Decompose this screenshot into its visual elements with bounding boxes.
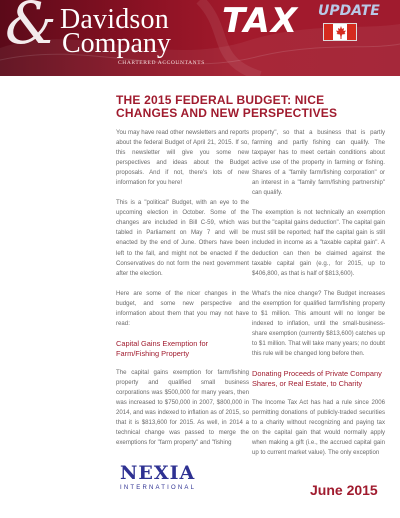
masthead <box>0 0 400 76</box>
firm-name-line2: Company <box>62 28 171 59</box>
paragraph: The exemption is not technically an exemption but the "capital gains deduction". The capital gain must still be reported; half the capital gain is still included in income as a "taxable capital gain". A deduction can then be claimed against the taxable capital gain (e.g., for 2015, up to $406,800, as that is half of $813,600). <box>252 209 385 277</box>
article-column-left <box>116 128 249 458</box>
tax-heading: TAX <box>222 1 299 41</box>
firm-name-line1: Davidson <box>60 4 169 35</box>
paragraph: The capital gains exemption for farm/fishing property and qualified small business corporations was $500,000 for many years, then was increased to $750,000 in 2007, $800,000 in 2014, and was indexed to inflation as of 2015, so that it is $813,600 for 2015. As well, in 2014 a technical change was passed to merge the exemptions for "farm property" and "fishing <box>116 368 249 447</box>
section-heading: Donating Proceeds of Private Company Shares, or Real Estate, to Charity <box>252 368 382 389</box>
nexia-wordmark: NEXIA <box>120 462 196 484</box>
paragraph: Here are some of the nicer changes in the budget, and some new perspective and information about them that you may not have read: <box>116 289 249 327</box>
article-column-right <box>252 128 385 468</box>
section-heading: Capital Gains Exemption for Farm/Fishing Property <box>116 338 209 359</box>
paragraph: property", so that a business that is partly farming and partly fishing can qualify. The taxpayer has to meet certain conditions about active use of the property in farming or fishing. Shares of a "family farm/fishing corporation" or an interest in a "family farm/fishing partnership" can qualify. <box>252 129 385 197</box>
issue-date: June 2015 <box>310 482 378 498</box>
canada-flag-icon <box>323 23 357 41</box>
paragraph: The Income Tax Act has had a rule since 2006 permitting donations of publicly-traded securities to a charity without recognizing and paying tax on the capital gain that would normally apply when making a gift (i.e., the accrued capital gain up to current market value). The only exception <box>252 398 385 457</box>
paragraph: This is a "political" Budget, with an eye to the upcoming election in October. Some of the changes are included in Bill C-59, which was tabled in Parliament on May 7 and will be enacted by the end of June. Others have been left to the fall, and might not be enacted if the Conservatives do not form the next government after the election. <box>116 199 249 277</box>
nexia-logo <box>120 464 212 500</box>
nexia-subtitle: INTERNATIONAL <box>120 485 197 491</box>
article-title: THE 2015 FEDERAL BUDGET: NICE CHANGES AND NEW PERSPECTIVES <box>116 93 338 120</box>
firm-logo-ampersand: & <box>5 0 57 57</box>
update-heading: UPDATE <box>318 3 380 19</box>
paragraph: You may have read other newsletters and reports about the federal Budget of April 21, 2015. If so, this newsletter will give you some new perspectives and ideas about the Budget proposals. And if not, there's lots of new information for you here! <box>116 129 249 187</box>
firm-subtitle: CHARTERED ACCOUNTANTS <box>118 60 205 66</box>
paragraph: What's the nice change? The Budget increases the exemption for qualified farm/fishing property to $1 million. This amount will no longer be indexed to inflation, until the small-business-share exemption (currently $813,600) catches up to $1 million. That will take many years; no doubt this rule will be changed long before then. <box>252 289 385 357</box>
